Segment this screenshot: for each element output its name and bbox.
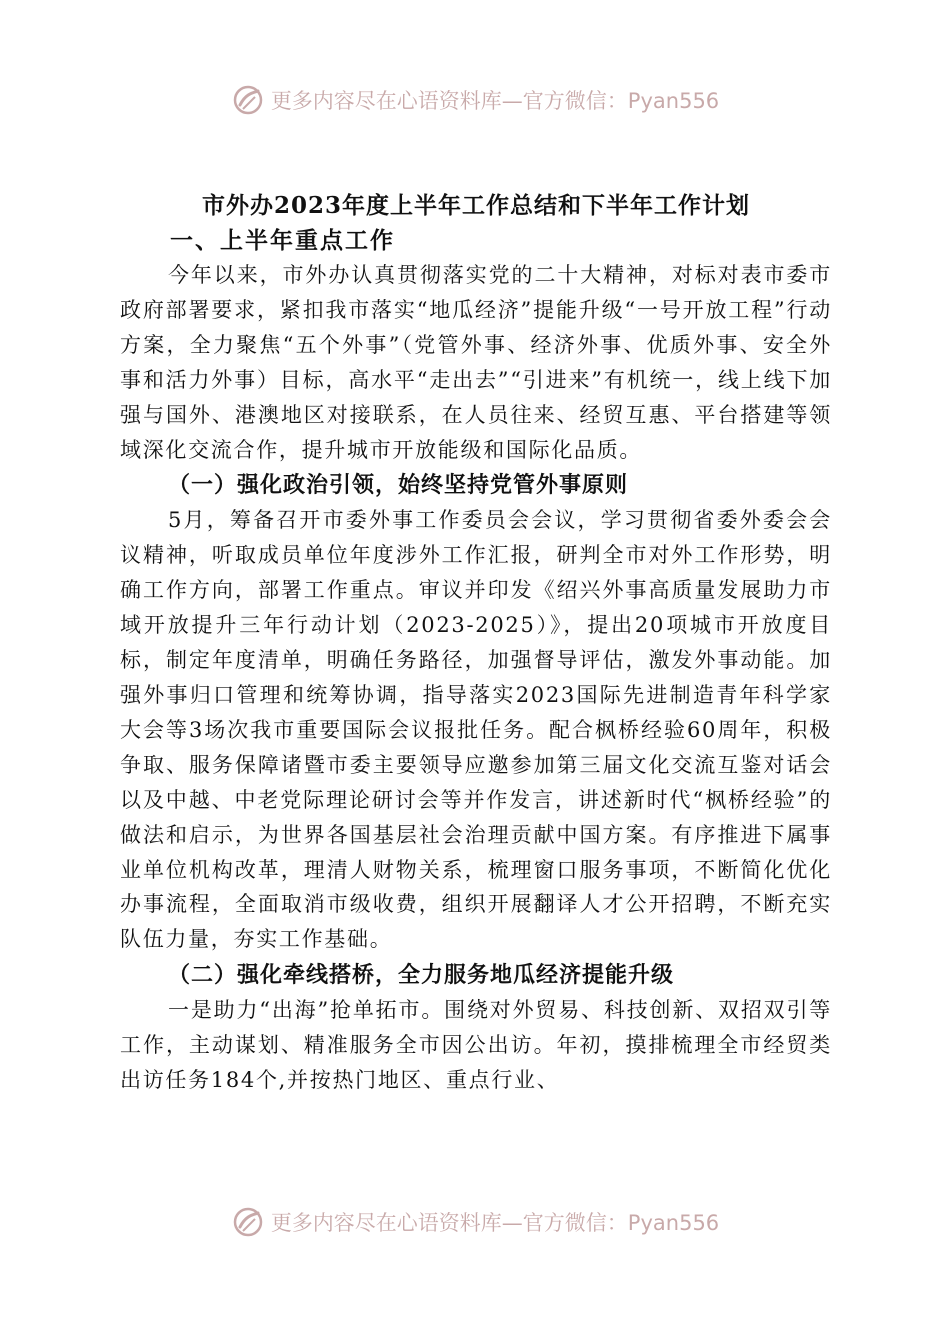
document-title: 市外办2023年度上半年工作总结和下半年工作计划 [201, 192, 750, 219]
subsection-1-paragraph: 5月，筹备召开市委外事工作委员会会议，学习贯彻省委外委会会议精神，听取成员单位年度涉外工作汇报，研判全市对外工作形势，明确工作方向，部署工作重点。审议并印发《绍兴外事高质量发展助力市域开放提升三年行动计划（2023-2025）》，提出20项城市开放度目标，制定年度清单，明确任务路径，加强督导评估，激发外事动能。加强外事归口管理和统筹协调，指导落实2023国际先进制造青年科学家大会等3场次我市重要国际会议报批任务。配合枫桥经验60周年，积极争取、服务保障诸暨市委主要领导应邀参加第三届文化交流互鉴对话会以及中越、中老党际理论研讨会等并作发言，讲述新时代“枫桥经验”的做法和启示，为世界各国基层社会治理贡献中国方案。有序推进下属事业单位机构改革，理清人财物关系，梳理窗口服务事项，不断简化优化办事流程，全面取消市级收费，组织开展翻译人才公开招聘，不断充实队伍力量，夯实工作基础。 [120, 508, 832, 952]
watermark-banner-bottom [0, 1202, 950, 1242]
watermark-text: 更多内容尽在心语资料库—官方微信：Pyan556 [270, 89, 720, 113]
subsection-heading-1: （一）强化政治引领，始终坚持党管外事原则 [168, 472, 629, 499]
watermark-banner-top [0, 78, 950, 122]
seal-logo-icon [231, 83, 265, 117]
watermark-text: 更多内容尽在心语资料库—官方微信：Pyan556 [270, 1211, 720, 1235]
subsection-2-paragraph: 一是助力“出海”抢单拓市。围绕对外贸易、科技创新、双招双引等工作，主动谋划、精准服务全市因公出访。年初，摸排梳理全市经贸类出访任务184个,并按热门地区、重点行业、 [120, 998, 832, 1093]
seal-logo-icon [231, 1205, 265, 1239]
section-heading-1: 一、上半年重点工作 [170, 227, 395, 254]
subsection-heading-2: （二）强化牵线搭桥，全力服务地瓜经济提能升级 [168, 962, 675, 989]
document-body [120, 188, 832, 1098]
intro-paragraph: 今年以来，市外办认真贯彻落实党的二十大精神，对标对表市委市政府部署要求，紧扣我市落实“地瓜经济”提能升级“一号开放工程”行动方案，全力聚焦“五个外事”（党管外事、经济外事、优质外事、安全外事和活力外事）目标，高水平“走出去”“引进来”有机统一，线上线下加强与国外、港澳地区对接联系，在人员往来、经贸互惠、平台搭建等领域深化交流合作，提升城市开放能级和国际化品质。 [120, 263, 832, 462]
